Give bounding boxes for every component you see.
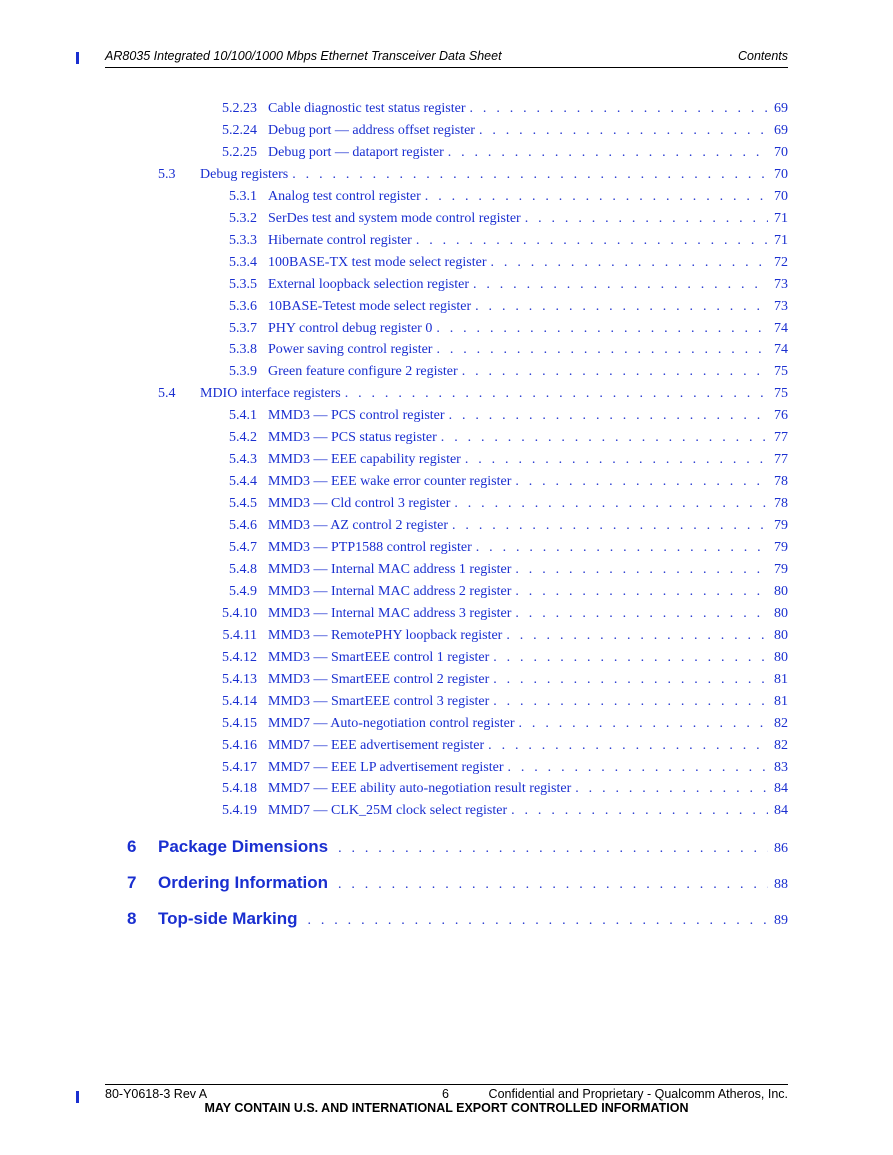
toc-entry-number: 5.4.11 (222, 627, 257, 643)
toc-chapter-entry[interactable] (0, 837, 893, 861)
document-title: AR8035 Integrated 10/100/1000 Mbps Ethernet Transceiver Data Sheet (105, 49, 502, 63)
toc-entry-page: 71 (774, 210, 788, 226)
toc-entry-line (268, 584, 788, 600)
toc-entry[interactable] (0, 364, 893, 384)
toc-entry-number: 5.4.1 (229, 408, 257, 424)
toc-entry[interactable] (0, 386, 893, 406)
dot-leader (493, 650, 768, 666)
toc-entry-title: Debug registers (200, 166, 289, 182)
toc-entry[interactable] (0, 518, 893, 538)
toc-entry-page: 70 (774, 188, 788, 204)
dot-leader (511, 803, 768, 819)
toc-entry-line (268, 189, 788, 205)
toc-entry-line (268, 562, 788, 578)
toc-entry-number: 5.4.12 (222, 649, 257, 665)
toc-entry-title: MMD7 — EEE ability auto-negotiation result register (268, 781, 572, 797)
chapter-line (158, 837, 788, 857)
toc-entry-title: SerDes test and system mode control register (268, 210, 521, 226)
toc-entry-number: 5.4.10 (222, 605, 257, 621)
toc-entry-title: MMD3 — PCS control register (268, 408, 445, 424)
toc-entry-line (268, 321, 788, 337)
toc-entry-number: 5.3.1 (229, 188, 257, 204)
dot-leader (506, 628, 768, 644)
toc-entry-number: 5.3.6 (229, 298, 257, 314)
dot-leader (515, 562, 768, 578)
toc-entry-title: MMD3 — PCS status register (268, 430, 437, 446)
toc-entry-number: 5.4.4 (229, 474, 257, 490)
toc-entry-number: 5.4 (158, 386, 176, 402)
dot-leader (441, 430, 768, 446)
toc-entry-number: 5.3.2 (229, 210, 257, 226)
toc-chapter-entry[interactable] (0, 873, 893, 897)
toc-entry[interactable] (0, 321, 893, 341)
toc-entry-line (268, 672, 788, 688)
toc-entry-page: 79 (774, 540, 788, 555)
toc-entry-line (268, 606, 788, 622)
toc-entry-title: MMD3 — AZ control 2 register (268, 518, 449, 534)
chapter-title: Ordering Information (158, 873, 328, 892)
toc-entry-line (268, 781, 788, 797)
toc-entry-line (268, 430, 788, 446)
dot-leader (436, 321, 768, 337)
toc-entry-number: 5.4.6 (229, 518, 257, 534)
dot-leader (515, 584, 768, 600)
dot-leader (515, 606, 768, 622)
toc-entry-page: 80 (774, 583, 788, 599)
toc-entry-title: MMD7 — Auto-negotiation control register (268, 715, 515, 731)
toc-entry[interactable] (0, 189, 893, 209)
dot-leader (436, 342, 768, 358)
toc-entry-line (268, 233, 788, 249)
toc-entry-line (268, 408, 788, 424)
toc-entry-title: Cable diagnostic test status register (268, 101, 466, 116)
chapter-title: Top-side Marking (158, 909, 298, 928)
toc-entry-page: 72 (774, 254, 788, 270)
toc-entry-title: MMD7 — EEE LP advertisement register (268, 759, 504, 775)
toc-entry-title: Debug port — address offset register (268, 122, 475, 138)
toc-entry-title: MMD7 — CLK_25M clock select register (268, 803, 508, 819)
toc-entry-line (268, 760, 788, 776)
toc-entry[interactable] (0, 299, 893, 319)
toc-entry-title: PHY control debug register 0 (268, 320, 433, 336)
toc-entry-line (268, 101, 788, 117)
toc-entry-title: External loopback selection register (268, 276, 469, 292)
chapter-number: 8 (127, 909, 137, 928)
dot-leader (515, 474, 768, 490)
toc-entry-number: 5.2.23 (222, 101, 257, 116)
toc-entry-line (268, 299, 788, 315)
toc-entry[interactable] (0, 540, 893, 560)
toc-entry-page: 76 (774, 408, 788, 424)
toc-entry-line (268, 803, 788, 819)
toc-entry-line (268, 255, 788, 271)
toc-entry-line (268, 277, 788, 293)
toc-entry[interactable] (0, 342, 893, 362)
toc-entry-title: MMD3 — SmartEEE control 2 register (268, 671, 490, 687)
toc-entry-number: 5.4.17 (222, 759, 257, 775)
toc-entry-number: 5.3.9 (229, 364, 257, 380)
dot-leader (449, 408, 768, 424)
chapter-number: 7 (127, 873, 137, 892)
toc-entry[interactable] (0, 452, 893, 472)
toc-entry[interactable] (0, 474, 893, 494)
toc-entry[interactable] (0, 716, 893, 736)
toc-entry-title: MMD3 — PTP1588 control register (268, 540, 472, 555)
toc-entry-line (268, 518, 788, 534)
toc-entry[interactable] (0, 584, 893, 604)
change-bar-bottom (76, 1091, 79, 1103)
toc-entry-page: 82 (774, 715, 788, 731)
toc-entry-number: 5.4.7 (229, 540, 257, 555)
dot-leader (525, 211, 768, 227)
toc-entry-page: 69 (774, 122, 788, 138)
toc-entry-title: Analog test control register (268, 188, 421, 204)
dot-leader (470, 101, 768, 117)
toc-entry-line (200, 167, 788, 183)
toc-entry-title: MDIO interface registers (200, 386, 341, 402)
toc-entry-number: 5.4.2 (229, 430, 257, 446)
toc-entry-line (268, 694, 788, 710)
toc-entry-number: 5.4.14 (222, 693, 257, 709)
header-section-label: Contents (737, 49, 788, 63)
dot-leader (338, 877, 768, 893)
toc-chapter-entry[interactable] (0, 909, 893, 933)
footer-divider (105, 1084, 788, 1085)
toc-entry-number: 5.4.9 (229, 583, 257, 599)
toc-entry[interactable] (0, 781, 893, 801)
toc-entry-number: 5.2.24 (222, 122, 257, 138)
toc-entry[interactable] (0, 738, 893, 758)
toc-entry-page: 80 (774, 627, 788, 643)
toc-entry[interactable] (0, 123, 893, 143)
toc-entry-number: 5.4.3 (229, 452, 257, 468)
toc-entry-page: 73 (774, 298, 788, 314)
toc-entry-page: 70 (774, 166, 788, 182)
toc-entry-page: 80 (774, 605, 788, 621)
toc-entry[interactable] (0, 628, 893, 648)
toc-entry-line (268, 496, 788, 512)
toc-entry[interactable] (0, 562, 893, 582)
toc-entry-line (268, 474, 788, 490)
dot-leader (493, 694, 768, 710)
toc-entry-title: Debug port — dataport register (268, 144, 444, 160)
dot-leader (448, 145, 768, 161)
chapter-line (158, 873, 788, 893)
toc-entry-title: MMD7 — EEE advertisement register (268, 737, 485, 753)
toc-entry-page: 73 (774, 276, 788, 292)
toc-entry[interactable] (0, 167, 893, 187)
dot-leader (465, 452, 768, 468)
toc-entry-title: MMD3 — Cld control 3 register (268, 496, 451, 512)
dot-leader (462, 364, 768, 380)
toc-entry[interactable] (0, 672, 893, 692)
dot-leader (452, 518, 768, 534)
toc-entry-title: MMD3 — EEE wake error counter register (268, 474, 512, 490)
toc-entry-page: 74 (774, 342, 788, 358)
toc-entry-line (268, 342, 788, 358)
toc-entry-line (268, 364, 788, 380)
toc-entry-page: 77 (774, 452, 788, 468)
toc-entry-number: 5.3 (158, 166, 176, 182)
toc-entry-line (268, 452, 788, 468)
toc-entry-line (268, 145, 788, 161)
chapter-title: Package Dimensions (158, 837, 329, 856)
dot-leader (473, 277, 768, 293)
toc-entry-page: 81 (774, 693, 788, 709)
dot-leader (416, 233, 768, 249)
toc-entry[interactable] (0, 606, 893, 626)
toc-entry-page: 84 (774, 803, 788, 819)
toc-entry-title: MMD3 — SmartEEE control 1 register (268, 649, 490, 665)
dot-leader (345, 386, 768, 402)
dot-leader (479, 123, 768, 139)
toc-entry-page: 74 (774, 320, 788, 336)
toc-entry-page: 82 (774, 737, 788, 753)
toc-entry-line (268, 540, 788, 556)
toc-entry-number: 5.3.4 (229, 254, 257, 270)
toc-entry[interactable] (0, 233, 893, 253)
toc-entry-title: Power saving control register (268, 342, 433, 358)
dot-leader (475, 299, 768, 315)
dot-leader (575, 781, 768, 797)
toc-entry-page: 75 (774, 386, 788, 402)
document-number: 80-Y0618-3 Rev A (105, 1087, 208, 1101)
toc-entry-page: 79 (774, 561, 788, 577)
dot-leader (476, 540, 768, 556)
toc-entry-title: MMD3 — RemotePHY loopback register (268, 627, 503, 643)
toc-entry-number: 5.3.5 (229, 276, 257, 292)
dot-leader (493, 672, 768, 688)
dot-leader (454, 496, 768, 512)
toc-entry-number: 5.4.18 (222, 781, 257, 797)
toc-entry[interactable] (0, 694, 893, 714)
toc-entry-title: 10BASE-Tetest mode select register (268, 298, 472, 314)
toc-entry[interactable] (0, 255, 893, 275)
toc-entry-number: 5.3.3 (229, 232, 257, 248)
toc-entry-line (268, 628, 788, 644)
chapter-page: 86 (774, 841, 788, 856)
toc-entry-number: 5.4.13 (222, 671, 257, 687)
toc-entry-page: 80 (774, 649, 788, 665)
page-header (105, 47, 788, 68)
toc-entry-page: 81 (774, 671, 788, 687)
chapter-line (158, 909, 788, 929)
dot-leader (425, 189, 768, 205)
toc-entry-number: 5.3.7 (229, 320, 257, 336)
toc-entry[interactable] (0, 277, 893, 297)
toc-entry-line (268, 716, 788, 732)
toc-entry[interactable] (0, 211, 893, 231)
toc-entry-number: 5.4.8 (229, 561, 257, 577)
toc-entry-line (268, 738, 788, 754)
toc-entry-page: 75 (774, 364, 788, 380)
chapter-page: 89 (774, 913, 788, 928)
toc-entry-line (268, 650, 788, 666)
toc-entry-number: 5.3.8 (229, 342, 257, 358)
toc-entry-line (268, 211, 788, 227)
confidential-notice: Confidential and Proprietary - Qualcomm Atheros, Inc. (488, 1087, 788, 1101)
toc-entry-title: Green feature configure 2 register (268, 364, 458, 380)
toc-entry-title: 100BASE-TX test mode select register (268, 254, 487, 270)
dot-leader (488, 738, 768, 754)
toc-entry[interactable] (0, 145, 893, 165)
toc-entry[interactable] (0, 408, 893, 428)
dot-leader (307, 913, 768, 929)
toc-entry-title: Hibernate control register (268, 232, 412, 248)
toc-entry-page: 84 (774, 781, 788, 797)
chapter-page: 88 (774, 877, 788, 892)
toc-entry[interactable] (0, 760, 893, 780)
toc-entry-number: 5.4.16 (222, 737, 257, 753)
toc-entry-title: MMD3 — Internal MAC address 2 register (268, 583, 512, 599)
toc-entry-number: 5.2.25 (222, 144, 257, 160)
export-notice: MAY CONTAIN U.S. AND INTERNATIONAL EXPORT CONTROLLED INFORMATION (204, 1101, 689, 1115)
toc-entry-page: 69 (774, 101, 788, 116)
change-bar-top (76, 52, 79, 64)
toc-entry[interactable] (0, 430, 893, 450)
toc-entry-line (268, 123, 788, 139)
toc-entry-title: MMD3 — SmartEEE control 3 register (268, 693, 490, 709)
page-number: 6 (442, 1087, 449, 1101)
toc-entry-page: 71 (774, 232, 788, 248)
toc-entry-page: 70 (774, 144, 788, 160)
toc-entry-title: MMD3 — Internal MAC address 1 register (268, 561, 512, 577)
toc-entry-number: 5.4.15 (222, 715, 257, 731)
toc-entry[interactable] (0, 803, 893, 823)
dot-leader (507, 760, 768, 776)
toc-entry-number: 5.4.5 (229, 496, 257, 512)
toc-entry-title: MMD3 — Internal MAC address 3 register (268, 605, 512, 621)
dot-leader (292, 167, 768, 183)
dot-leader (338, 841, 768, 857)
toc-entry-page: 77 (774, 430, 788, 446)
toc-entry-title: MMD3 — EEE capability register (268, 452, 461, 468)
toc-entry-line (200, 386, 788, 402)
toc-entry-page: 83 (774, 759, 788, 775)
toc-entry[interactable] (0, 496, 893, 516)
toc-entry-page: 78 (774, 496, 788, 512)
dot-leader (519, 716, 768, 732)
chapter-number: 6 (127, 837, 137, 856)
toc-entry-number: 5.4.19 (222, 803, 257, 819)
toc-entry[interactable] (0, 650, 893, 670)
toc-entry-page: 79 (774, 518, 788, 534)
dot-leader (491, 255, 768, 271)
toc-entry[interactable] (0, 101, 893, 121)
toc-entry-page: 78 (774, 474, 788, 490)
